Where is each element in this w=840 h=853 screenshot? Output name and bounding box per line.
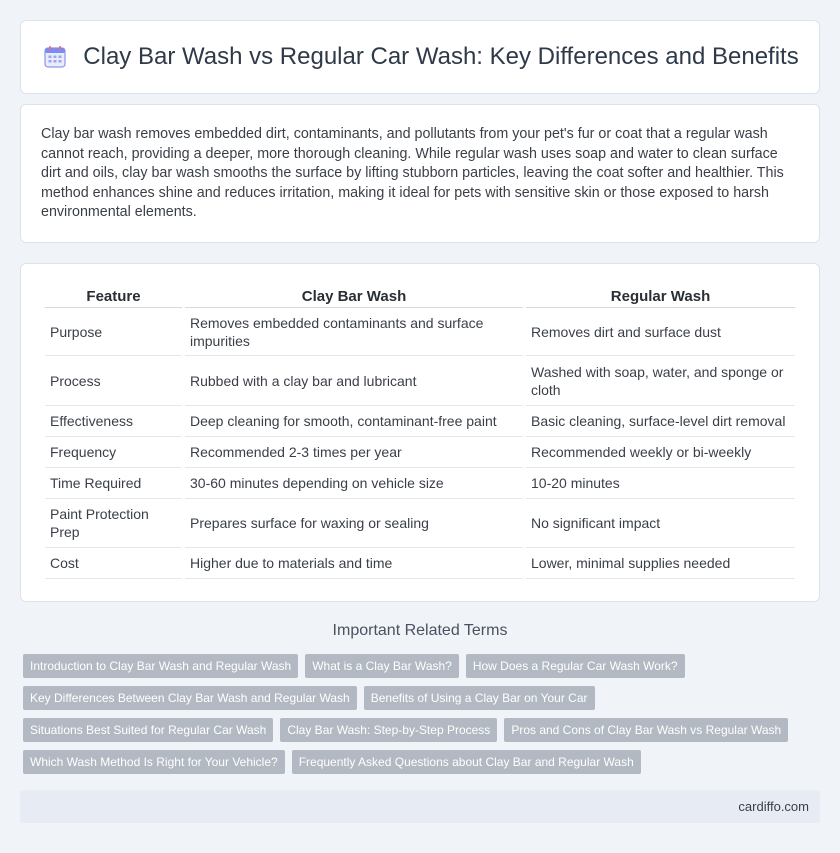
table-row <box>45 548 795 579</box>
table-row <box>45 356 795 406</box>
table-cell: 30-60 minutes depending on vehicle size <box>185 468 523 499</box>
tag-row <box>23 718 823 742</box>
related-term-link[interactable]: Frequently Asked Questions about Clay Bar and Regular Wash <box>292 750 641 774</box>
comparison-table <box>42 286 798 579</box>
table-cell: No significant impact <box>526 499 795 548</box>
table-cell: Time Required <box>45 468 182 499</box>
intro-paragraph: Clay bar wash removes embedded dirt, contaminants, and pollutants from your pet's fur or coat that a regular wash cannot reach, providing a deeper, more thorough cleaning. While regular wash uses soap and water to clean surface dirt and oils, clay bar wash smooths the surface by lifting stubborn particles, leaving the coat softer and healthier. This method enhances shine and reduces irritation, making it ideal for pets with sensitive skin or those exposed to harsh environmental elements. <box>41 126 784 221</box>
related-term-link[interactable]: Key Differences Between Clay Bar Wash and Regular Wash <box>23 686 357 710</box>
table-row <box>45 499 795 548</box>
related-term-link[interactable]: Introduction to Clay Bar Wash and Regular Wash <box>23 654 298 678</box>
tag-row <box>23 654 823 678</box>
table-row <box>45 437 795 468</box>
table-cell: Deep cleaning for smooth, contaminant-free paint <box>185 406 523 437</box>
related-term-link[interactable]: What is a Clay Bar Wash? <box>305 654 459 678</box>
table-cell: Cost <box>45 548 182 579</box>
table-cell: Removes dirt and surface dust <box>526 308 795 356</box>
table-cell: Purpose <box>45 308 182 356</box>
related-term-link[interactable]: How Does a Regular Car Wash Work? <box>466 654 685 678</box>
table-cell: Recommended 2-3 times per year <box>185 437 523 468</box>
page-title: Clay Bar Wash vs Regular Car Wash: Key Differences and Benefits <box>83 43 799 70</box>
related-terms-list <box>23 654 823 782</box>
table-cell: Washed with soap, water, and sponge or cloth <box>526 356 795 406</box>
footer-site-link[interactable]: cardiffo.com <box>738 799 809 814</box>
related-term-link[interactable]: Which Wash Method Is Right for Your Vehicle? <box>23 750 285 774</box>
table-cell: Paint Protection Prep <box>45 499 182 548</box>
calendar-icon <box>41 43 69 71</box>
tag-row <box>23 750 823 774</box>
table-cell: Lower, minimal supplies needed <box>526 548 795 579</box>
table-row <box>45 468 795 499</box>
related-terms-title: Important Related Terms <box>332 622 508 639</box>
intro-card <box>20 104 820 243</box>
header-card <box>20 20 820 94</box>
table-row <box>45 308 795 356</box>
table-cell: Rubbed with a clay bar and lubricant <box>185 356 523 406</box>
table-row <box>45 406 795 437</box>
table-cell: Recommended weekly or bi-weekly <box>526 437 795 468</box>
table-cell: 10-20 minutes <box>526 468 795 499</box>
table-cell: Higher due to materials and time <box>185 548 523 579</box>
column-header-clay-bar-wash: Clay Bar Wash <box>185 286 523 308</box>
related-term-link[interactable]: Pros and Cons of Clay Bar Wash vs Regular Wash <box>504 718 788 742</box>
tag-row <box>23 686 823 710</box>
table-cell: Frequency <box>45 437 182 468</box>
table-cell: Prepares surface for waxing or sealing <box>185 499 523 548</box>
related-term-link[interactable]: Clay Bar Wash: Step-by-Step Process <box>280 718 497 742</box>
column-header-feature: Feature <box>45 286 182 308</box>
table-header-row <box>45 286 795 308</box>
footer <box>20 790 820 823</box>
column-header-regular-wash: Regular Wash <box>526 286 795 308</box>
table-cell: Basic cleaning, surface-level dirt removal <box>526 406 795 437</box>
related-term-link[interactable]: Situations Best Suited for Regular Car Wash <box>23 718 273 742</box>
related-term-link[interactable]: Benefits of Using a Clay Bar on Your Car <box>364 686 595 710</box>
table-cell: Removes embedded contaminants and surface impurities <box>185 308 523 356</box>
comparison-table-card <box>20 263 820 602</box>
table-cell: Effectiveness <box>45 406 182 437</box>
table-cell: Process <box>45 356 182 406</box>
